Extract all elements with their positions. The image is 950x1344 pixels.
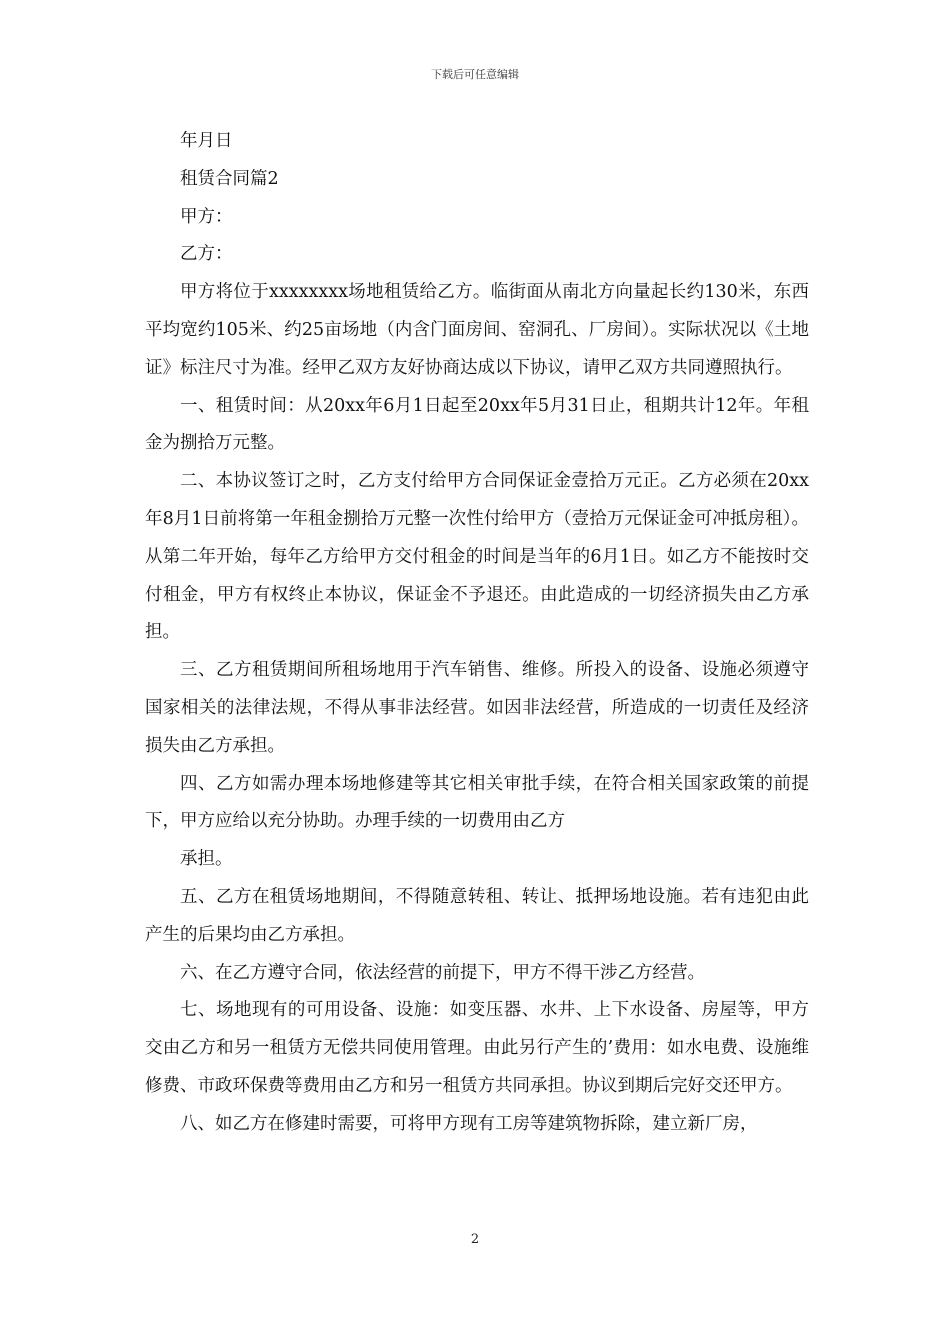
- page-number: 2: [470, 1232, 480, 1247]
- party-a-line: 甲方：: [180, 206, 233, 227]
- clause-8: 八、如乙方在修建时需要，可将甲方现有工房等建筑物拆除，建立新厂房，: [180, 1113, 758, 1134]
- party-b-line: 乙方：: [180, 244, 233, 265]
- date-line: 年月日: [180, 131, 233, 151]
- clause-4: 四、乙方如需办理本场地修建等其它相关审批手续，在符合相关国家政策的前提下，甲方应给以充分协助。办理手续的一切费用由乙方: [145, 773, 809, 832]
- section-title: 租赁合同篇2: [180, 168, 279, 189]
- clause-7: 七、场地现有的可用设备、设施：如变压器、水井、上下水设备、房屋等，甲方交由乙方和另一租赁方无偿共同使用管理。由此另行产生的’费用：如水电费、设施维修费、市政环保费等费用由乙方和另一租赁方共同承担。协议到期后完好交还甲方。: [145, 1000, 809, 1096]
- clause-5: 五、乙方在租赁场地期间，不得随意转租、转让、抵押场地设施。若有违犯由此产生的后果均由乙方承担。: [145, 886, 809, 945]
- clause-3: 三、乙方租赁期间所租场地用于汽车销售、维修。所投入的设备、设施必须遵守国家相关的法律法规，不得从事非法经营。如因非法经营，所造成的一切责任及经济损失由乙方承担。: [145, 660, 809, 756]
- document-body: [145, 123, 809, 1144]
- clause-4-continuation: 承担。: [180, 849, 233, 870]
- intro-paragraph: 甲方将位于xxxxxxxx场地租赁给乙方。临街面从南北方向量起长约130米，东西平均宽约105米、约25亩场地（内含门面房间、窑洞孔、厂房间）。实际状况以《土地证》标注尺寸为准。经甲乙双方友好协商达成以下协议，请甲乙双方共同遵照执行。: [145, 282, 809, 378]
- page-header: 下载后可任意编辑: [431, 68, 519, 81]
- clause-6: 六、在乙方遵守合同，依法经营的前提下，甲方不得干涉乙方经营。: [180, 962, 705, 983]
- clause-1: 一、租赁时间：从20xx年6月1日起至20xx年5月31日止，租期共计12年。年租金为捌拾万元整。: [145, 395, 809, 454]
- clause-2: 二、本协议签订之时，乙方支付给甲方合同保证金壹拾万元正。乙方必须在20xx年8月1日前将第一年租金捌拾万元整一次性付给甲方（壹拾万元保证金可冲抵房租）。从第二年开始，每年乙方给甲方交付租金的时间是当年的6月1日。如乙方不能按时交付租金，甲方有权终止本协议，保证金不予退还。由此造成的一切经济损失由乙方承担。: [145, 471, 809, 643]
